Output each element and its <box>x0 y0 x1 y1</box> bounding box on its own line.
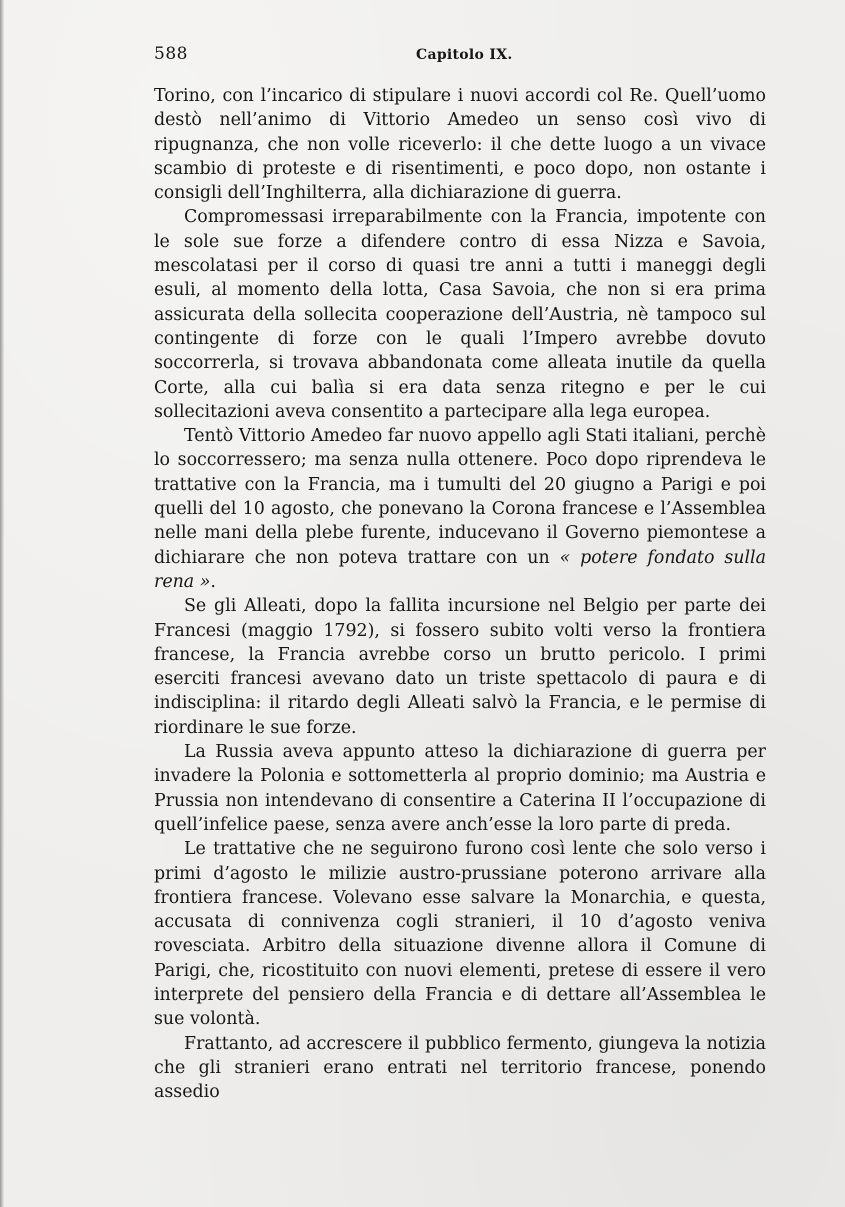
page-number: 588 <box>154 44 188 64</box>
paragraph: La Russia aveva appunto atteso la dichiarazione di guerra per invadere la Polonia e sottometterla al proprio dominio; ma Austria e Prussia non intendevano di consentire a Caterina II l’occupazione di quell’infelice paese, senza avere anch’esse la loro parte di preda. <box>154 742 766 835</box>
paragraph: Se gli Alleati, dopo la fallita incursione nel Belgio per parte dei Francesi (maggio 1792), si fossero subito volti verso la frontiera francese, la Francia avrebbe corso un brutto pericolo. I primi eserciti francesi avevano dato un triste spettacolo di paura e di indisciplina: il ritardo degli Alleati salvò la Francia, e le permise di riordinare le sue forze. <box>154 596 766 738</box>
paragraph: Torino, con l’incarico di stipulare i nuovi accordi col Re. Quell’uomo destò nell’animo di Vittorio Amedeo un senso così vivo di ripugnanza, che non volle riceverlo: il che dette luogo a un vivace scambio di proteste e di risentimenti, e poco dopo, non ostante i consigli dell’Inghilterra, alla dichiarazione di guerra. <box>154 86 766 204</box>
paragraph: Le trattative che ne seguirono furono così lente che solo verso i primi d’agosto le milizie austro-prussiane poterono arrivare alla frontiera francese. Volevano esse salvare la Monarchia, e questa, accusata di connivenza cogli stranieri, il 10 d’agosto veniva rovesciata. Arbitro della situazione divenne allora il Comune di Parigi, che, ricostituito con nuovi elementi, pretese di essere il vero interprete del pensiero della Francia e di dettare all’Assemblea le sue volontà. <box>154 839 766 1030</box>
running-head: Capitolo IX. <box>416 47 513 63</box>
quotation-italic: « potere fondato sulla rena » <box>154 547 766 592</box>
paragraph: Frattanto, ad accrescere il pubblico fermento, giungeva la notizia che gli stranieri erano entrati nel territorio francese, ponendo assedio <box>154 1033 766 1103</box>
page-header <box>154 44 766 68</box>
page-edge-shadow <box>0 0 4 1207</box>
paragraph-text-end: . <box>210 571 216 592</box>
paragraph <box>154 424 766 594</box>
paragraph-text: Tentò Vittorio Amedeo far nuovo appello agli Stati italiani, perchè lo soccorressero; ma senza nulla ottenere. Poco dopo riprendeva le trattative con la Francia, ma i tumulti del 20 giugno a Parigi e poi quelli del 10 agosto, che ponevano la Corona francese e l’Assemblea nelle mani della plebe furente, inducevano il Governo piemontese a dichiarare che non poteva trattare con un <box>154 426 766 568</box>
paragraph: Compromessasi irreparabilmente con la Francia, impotente con le sole sue forze a difendere contro di essa Nizza e Savoia, mescolatasi per il corso di quasi tre anni a tutti i maneggi degli esuli, al momento della lotta, Casa Savoia, che non si era prima assicurata della sollecita cooperazione dell’Austria, nè tampoco sul contingente di forze con le quali l’Impero avrebbe dovuto soccorrerla, si trovava abbandonata come alleata inutile da quella Corte, alla cui balìa si era data senza ritegno e per le cui sollecitazioni aveva consentito a partecipare alla lega europea. <box>154 207 766 422</box>
body-text <box>154 84 766 1104</box>
